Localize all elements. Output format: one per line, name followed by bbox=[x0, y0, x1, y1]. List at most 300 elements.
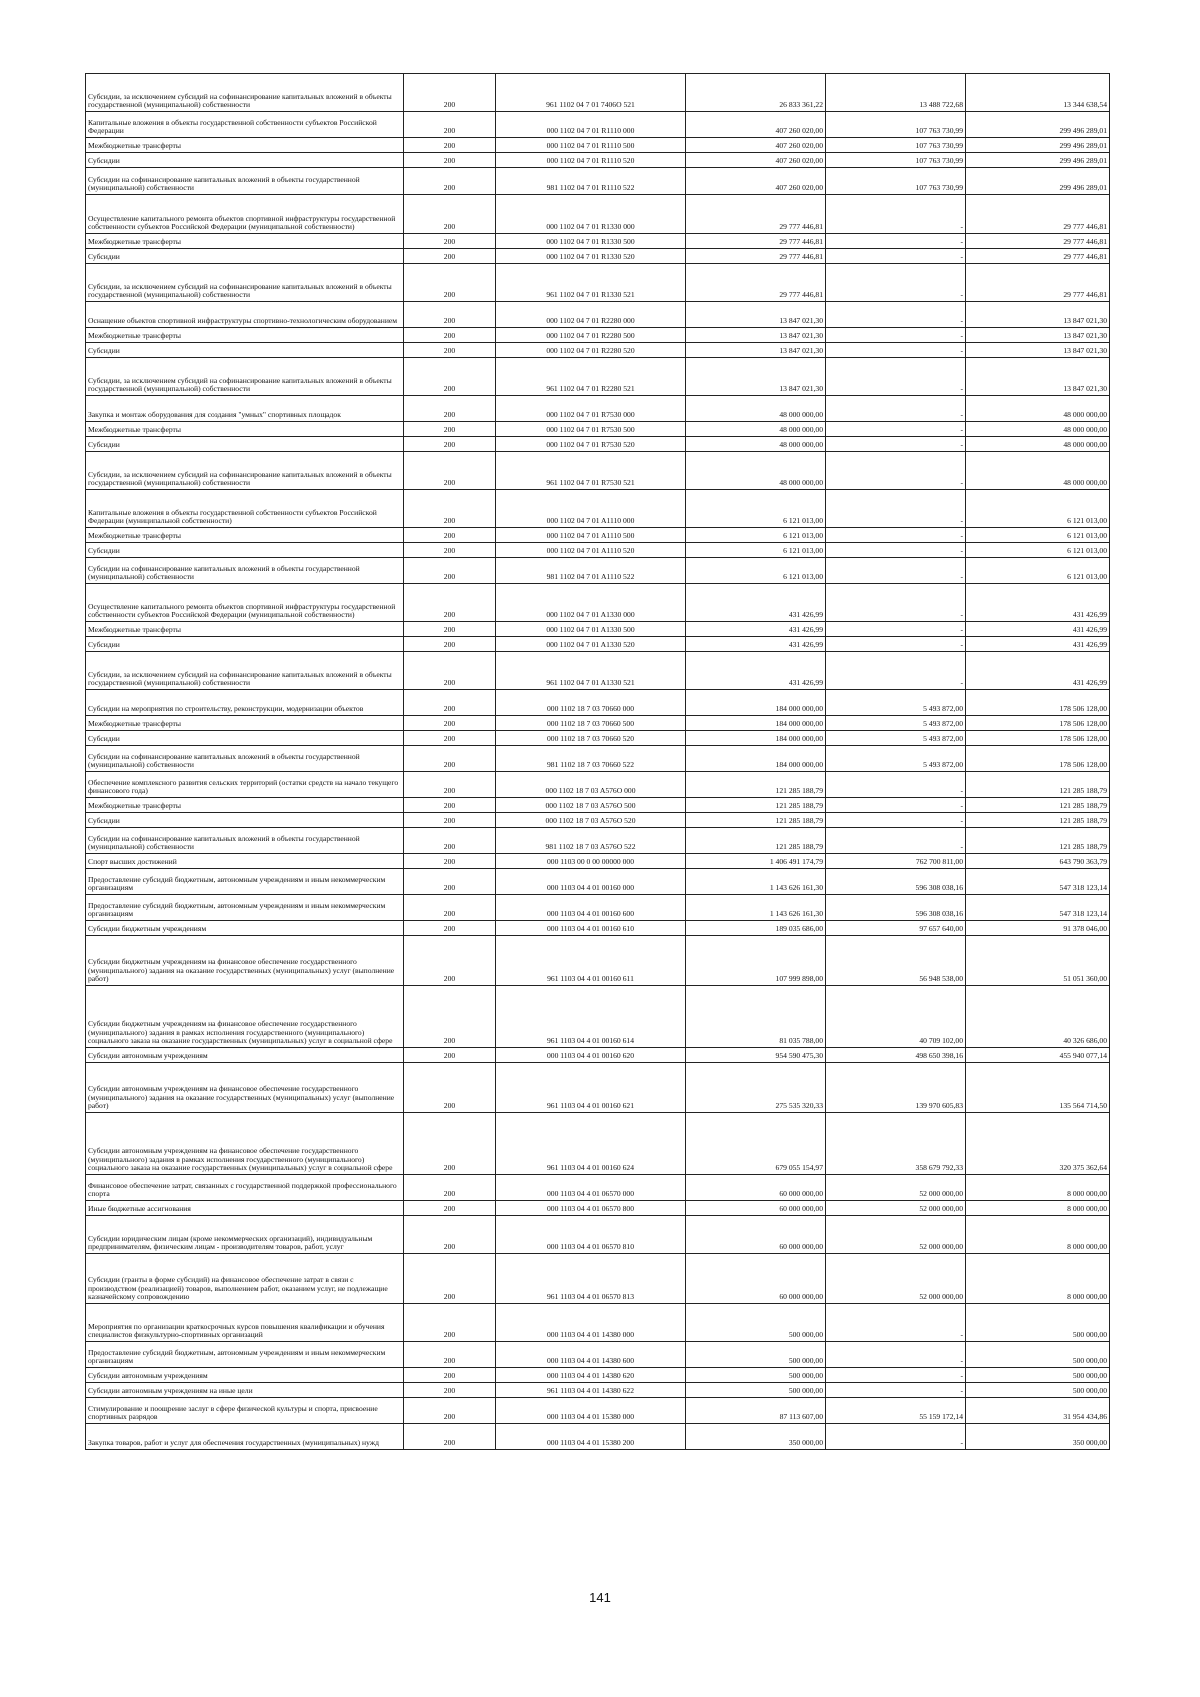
row-budget-classification-code-cell: 000 1103 04 4 01 06570 000 bbox=[496, 1175, 686, 1201]
row-budget-classification-code-cell: 981 1102 18 7 03 A576O 522 bbox=[496, 828, 686, 854]
row-approved-amount-cell: 184 000 000,00 bbox=[686, 716, 826, 731]
row-approved-amount-cell: 184 000 000,00 bbox=[686, 690, 826, 716]
table-row bbox=[86, 138, 1110, 153]
row-name-cell: Субсидии автономным учреждениям на иные цели bbox=[86, 1383, 404, 1398]
row-line-code-cell: 200 bbox=[404, 798, 496, 813]
row-unexecuted-amount-cell: 13 847 021,30 bbox=[966, 343, 1110, 358]
row-name-cell: Предоставление субсидий бюджетным, автономным учреждениям и иным некоммерческим организациям bbox=[86, 869, 404, 895]
row-unexecuted-amount-cell: 8 000 000,00 bbox=[966, 1216, 1110, 1254]
row-name-cell: Межбюджетные трансферты bbox=[86, 528, 404, 543]
row-approved-amount-cell: 431 426,99 bbox=[686, 584, 826, 622]
row-budget-classification-code-cell: 961 1102 04 7 01 7406O 521 bbox=[496, 74, 686, 112]
table-row bbox=[86, 986, 1110, 1048]
table-row bbox=[86, 798, 1110, 813]
row-unexecuted-amount-cell: 547 318 123,14 bbox=[966, 895, 1110, 921]
row-approved-amount-cell: 60 000 000,00 bbox=[686, 1175, 826, 1201]
row-line-code-cell: 200 bbox=[404, 690, 496, 716]
table-row bbox=[86, 112, 1110, 138]
row-approved-amount-cell: 121 285 188,79 bbox=[686, 813, 826, 828]
row-unexecuted-amount-cell: 431 426,99 bbox=[966, 652, 1110, 690]
row-budget-classification-code-cell: 000 1102 04 7 01 R1330 000 bbox=[496, 195, 686, 234]
table-row bbox=[86, 1216, 1110, 1254]
row-name-cell: Капитальные вложения в объекты государственной собственности субъектов Российской Федерации bbox=[86, 112, 404, 138]
row-budget-classification-code-cell: 000 1102 18 7 03 70660 500 bbox=[496, 716, 686, 731]
row-line-code-cell: 200 bbox=[404, 1175, 496, 1201]
row-line-code-cell: 200 bbox=[404, 1216, 496, 1254]
row-name-cell: Субсидии на софинансирование капитальных вложений в объекты государственной (муниципальной) собственности bbox=[86, 746, 404, 772]
row-budget-classification-code-cell: 000 1102 04 7 01 A1110 500 bbox=[496, 528, 686, 543]
row-line-code-cell: 200 bbox=[404, 622, 496, 637]
row-line-code-cell: 200 bbox=[404, 234, 496, 249]
row-name-cell: Субсидии бюджетным учреждениям bbox=[86, 921, 404, 936]
row-unexecuted-amount-cell: 48 000 000,00 bbox=[966, 437, 1110, 452]
row-approved-amount-cell: 121 285 188,79 bbox=[686, 828, 826, 854]
row-unexecuted-amount-cell: 13 847 021,30 bbox=[966, 358, 1110, 396]
row-budget-classification-code-cell: 000 1102 04 7 01 R7530 000 bbox=[496, 396, 686, 422]
table-row bbox=[86, 1175, 1110, 1201]
row-executed-amount-cell: - bbox=[826, 813, 966, 828]
row-unexecuted-amount-cell: 299 496 289,01 bbox=[966, 153, 1110, 168]
table-row bbox=[86, 249, 1110, 264]
table-row bbox=[86, 1424, 1110, 1450]
table-row bbox=[86, 1048, 1110, 1063]
row-unexecuted-amount-cell: 178 506 128,00 bbox=[966, 716, 1110, 731]
row-approved-amount-cell: 48 000 000,00 bbox=[686, 452, 826, 490]
table-row bbox=[86, 452, 1110, 490]
row-executed-amount-cell: - bbox=[826, 396, 966, 422]
row-executed-amount-cell: - bbox=[826, 622, 966, 637]
row-unexecuted-amount-cell: 6 121 013,00 bbox=[966, 558, 1110, 584]
row-approved-amount-cell: 13 847 021,30 bbox=[686, 302, 826, 328]
row-budget-classification-code-cell: 000 1102 04 7 01 R1110 500 bbox=[496, 138, 686, 153]
row-executed-amount-cell: 596 308 038,16 bbox=[826, 895, 966, 921]
row-approved-amount-cell: 500 000,00 bbox=[686, 1342, 826, 1368]
row-name-cell: Субсидии на софинансирование капитальных вложений в объекты государственной (муниципальной) собственности bbox=[86, 558, 404, 584]
row-name-cell: Межбюджетные трансферты bbox=[86, 622, 404, 637]
row-approved-amount-cell: 407 260 020,00 bbox=[686, 168, 826, 195]
table-row bbox=[86, 422, 1110, 437]
row-approved-amount-cell: 1 406 491 174,79 bbox=[686, 854, 826, 869]
row-approved-amount-cell: 121 285 188,79 bbox=[686, 772, 826, 798]
row-budget-classification-code-cell: 000 1102 04 7 01 R2280 500 bbox=[496, 328, 686, 343]
row-executed-amount-cell: - bbox=[826, 772, 966, 798]
row-executed-amount-cell: - bbox=[826, 1342, 966, 1368]
row-name-cell: Межбюджетные трансферты bbox=[86, 234, 404, 249]
row-line-code-cell: 200 bbox=[404, 558, 496, 584]
row-executed-amount-cell: 107 763 730,99 bbox=[826, 153, 966, 168]
row-executed-amount-cell: - bbox=[826, 264, 966, 302]
row-executed-amount-cell: - bbox=[826, 302, 966, 328]
table-row bbox=[86, 396, 1110, 422]
row-name-cell: Субсидии, за исключением субсидий на софинансирование капитальных вложений в объекты государственной (муниципальной) собственности bbox=[86, 264, 404, 302]
row-budget-classification-code-cell: 000 1102 04 7 01 R2280 520 bbox=[496, 343, 686, 358]
row-name-cell: Субсидии, за исключением субсидий на софинансирование капитальных вложений в объекты государственной (муниципальной) собственности bbox=[86, 452, 404, 490]
row-approved-amount-cell: 29 777 446,81 bbox=[686, 195, 826, 234]
row-line-code-cell: 200 bbox=[404, 716, 496, 731]
table-body bbox=[86, 74, 1110, 1450]
row-unexecuted-amount-cell: 13 847 021,30 bbox=[966, 328, 1110, 343]
table-row bbox=[86, 328, 1110, 343]
row-line-code-cell: 200 bbox=[404, 1113, 496, 1175]
row-budget-classification-code-cell: 000 1102 04 7 01 R1110 000 bbox=[496, 112, 686, 138]
row-budget-classification-code-cell: 000 1102 04 7 01 R1330 520 bbox=[496, 249, 686, 264]
row-budget-classification-code-cell: 000 1103 04 4 01 00160 610 bbox=[496, 921, 686, 936]
table-row bbox=[86, 195, 1110, 234]
row-unexecuted-amount-cell: 8 000 000,00 bbox=[966, 1254, 1110, 1304]
table-row bbox=[86, 153, 1110, 168]
row-executed-amount-cell: - bbox=[826, 558, 966, 584]
row-unexecuted-amount-cell: 547 318 123,14 bbox=[966, 869, 1110, 895]
row-line-code-cell: 200 bbox=[404, 936, 496, 986]
row-line-code-cell: 200 bbox=[404, 302, 496, 328]
row-executed-amount-cell: - bbox=[826, 422, 966, 437]
row-executed-amount-cell: - bbox=[826, 1368, 966, 1383]
row-line-code-cell: 200 bbox=[404, 1063, 496, 1113]
row-line-code-cell: 200 bbox=[404, 813, 496, 828]
row-executed-amount-cell: 107 763 730,99 bbox=[826, 112, 966, 138]
row-unexecuted-amount-cell: 91 378 046,00 bbox=[966, 921, 1110, 936]
row-executed-amount-cell: - bbox=[826, 584, 966, 622]
row-unexecuted-amount-cell: 121 285 188,79 bbox=[966, 813, 1110, 828]
table-row bbox=[86, 264, 1110, 302]
table-row bbox=[86, 936, 1110, 986]
row-executed-amount-cell: - bbox=[826, 437, 966, 452]
row-approved-amount-cell: 431 426,99 bbox=[686, 622, 826, 637]
row-unexecuted-amount-cell: 8 000 000,00 bbox=[966, 1201, 1110, 1216]
row-unexecuted-amount-cell: 48 000 000,00 bbox=[966, 452, 1110, 490]
row-name-cell: Субсидии юридическим лицам (кроме некоммерческих организаций), индивидуальным предпринимателям, физическим лицам - производителям товаров, работ, услуг bbox=[86, 1216, 404, 1254]
row-approved-amount-cell: 431 426,99 bbox=[686, 652, 826, 690]
row-executed-amount-cell: 107 763 730,99 bbox=[826, 138, 966, 153]
row-name-cell: Финансовое обеспечение затрат, связанных с государственной поддержкой профессионального спорта bbox=[86, 1175, 404, 1201]
table-row bbox=[86, 828, 1110, 854]
row-executed-amount-cell: 52 000 000,00 bbox=[826, 1175, 966, 1201]
row-name-cell: Субсидии автономным учреждениям bbox=[86, 1368, 404, 1383]
row-budget-classification-code-cell: 961 1103 04 4 01 00160 624 bbox=[496, 1113, 686, 1175]
row-budget-classification-code-cell: 000 1102 18 7 03 70660 520 bbox=[496, 731, 686, 746]
row-approved-amount-cell: 407 260 020,00 bbox=[686, 112, 826, 138]
row-approved-amount-cell: 60 000 000,00 bbox=[686, 1254, 826, 1304]
row-approved-amount-cell: 350 000,00 bbox=[686, 1424, 826, 1450]
row-line-code-cell: 200 bbox=[404, 895, 496, 921]
row-name-cell: Субсидии, за исключением субсидий на софинансирование капитальных вложений в объекты государственной (муниципальной) собственности bbox=[86, 74, 404, 112]
row-line-code-cell: 200 bbox=[404, 112, 496, 138]
row-unexecuted-amount-cell: 299 496 289,01 bbox=[966, 138, 1110, 153]
row-executed-amount-cell: - bbox=[826, 652, 966, 690]
page-number: 141 bbox=[589, 1590, 611, 1605]
row-approved-amount-cell: 6 121 013,00 bbox=[686, 490, 826, 528]
row-name-cell: Закупка товаров, работ и услуг для обеспечения государственных (муниципальных) нужд bbox=[86, 1424, 404, 1450]
row-name-cell: Осуществление капитального ремонта объектов спортивной инфраструктуры государственной собственности субъектов Российской Федерации (муниципальной собственности) bbox=[86, 195, 404, 234]
table-row bbox=[86, 895, 1110, 921]
row-approved-amount-cell: 13 847 021,30 bbox=[686, 343, 826, 358]
row-line-code-cell: 200 bbox=[404, 584, 496, 622]
row-line-code-cell: 200 bbox=[404, 74, 496, 112]
row-line-code-cell: 200 bbox=[404, 138, 496, 153]
row-budget-classification-code-cell: 000 1103 04 4 01 06570 800 bbox=[496, 1201, 686, 1216]
row-budget-classification-code-cell: 000 1102 04 7 01 R1110 520 bbox=[496, 153, 686, 168]
row-executed-amount-cell: - bbox=[826, 234, 966, 249]
row-line-code-cell: 200 bbox=[404, 396, 496, 422]
row-unexecuted-amount-cell: 6 121 013,00 bbox=[966, 543, 1110, 558]
row-name-cell: Субсидии (гранты в форме субсидий) на финансовое обеспечение затрат в связи с производством (реализацией) товаров, выполнением работ, оказанием услуг, не подлежащие казначейскому сопровождению bbox=[86, 1254, 404, 1304]
row-executed-amount-cell: 358 679 792,33 bbox=[826, 1113, 966, 1175]
row-name-cell: Субсидии бюджетным учреждениям на финансовое обеспечение государственного (муниципального) задания на оказание государственных (муниципальных) услуг (выполнение работ) bbox=[86, 936, 404, 986]
row-unexecuted-amount-cell: 13 847 021,30 bbox=[966, 302, 1110, 328]
row-approved-amount-cell: 107 999 898,00 bbox=[686, 936, 826, 986]
row-name-cell: Межбюджетные трансферты bbox=[86, 328, 404, 343]
row-line-code-cell: 200 bbox=[404, 986, 496, 1048]
row-approved-amount-cell: 500 000,00 bbox=[686, 1383, 826, 1398]
row-budget-classification-code-cell: 981 1102 18 7 03 70660 522 bbox=[496, 746, 686, 772]
table-row bbox=[86, 1398, 1110, 1424]
row-approved-amount-cell: 1 143 626 161,30 bbox=[686, 895, 826, 921]
row-budget-classification-code-cell: 000 1102 04 7 01 R2280 000 bbox=[496, 302, 686, 328]
row-unexecuted-amount-cell: 500 000,00 bbox=[966, 1342, 1110, 1368]
row-executed-amount-cell: - bbox=[826, 1304, 966, 1342]
row-unexecuted-amount-cell: 29 777 446,81 bbox=[966, 264, 1110, 302]
row-approved-amount-cell: 189 035 686,00 bbox=[686, 921, 826, 936]
row-budget-classification-code-cell: 981 1102 04 7 01 A1110 522 bbox=[496, 558, 686, 584]
row-budget-classification-code-cell: 000 1103 04 4 01 15380 200 bbox=[496, 1424, 686, 1450]
table-row bbox=[86, 1304, 1110, 1342]
table-row bbox=[86, 490, 1110, 528]
row-budget-classification-code-cell: 000 1103 04 4 01 00160 000 bbox=[496, 869, 686, 895]
table-row bbox=[86, 746, 1110, 772]
row-executed-amount-cell: - bbox=[826, 328, 966, 343]
row-name-cell: Стимулирование и поощрение заслуг в сфере физической культуры и спорта, присвоение спортивных разрядов bbox=[86, 1398, 404, 1424]
row-unexecuted-amount-cell: 431 426,99 bbox=[966, 637, 1110, 652]
row-unexecuted-amount-cell: 500 000,00 bbox=[966, 1304, 1110, 1342]
table-row bbox=[86, 1201, 1110, 1216]
table-row bbox=[86, 622, 1110, 637]
row-unexecuted-amount-cell: 431 426,99 bbox=[966, 622, 1110, 637]
row-unexecuted-amount-cell: 51 051 360,00 bbox=[966, 936, 1110, 986]
row-approved-amount-cell: 954 590 475,30 bbox=[686, 1048, 826, 1063]
row-line-code-cell: 200 bbox=[404, 854, 496, 869]
row-executed-amount-cell: - bbox=[826, 195, 966, 234]
row-unexecuted-amount-cell: 500 000,00 bbox=[966, 1383, 1110, 1398]
table-row bbox=[86, 1063, 1110, 1113]
row-line-code-cell: 200 bbox=[404, 358, 496, 396]
row-name-cell: Капитальные вложения в объекты государственной собственности субъектов Российской Федерации (муниципальной собственности) bbox=[86, 490, 404, 528]
row-name-cell: Предоставление субсидий бюджетным, автономным учреждениям и иным некоммерческим организациям bbox=[86, 1342, 404, 1368]
table-row bbox=[86, 772, 1110, 798]
row-line-code-cell: 200 bbox=[404, 772, 496, 798]
row-line-code-cell: 200 bbox=[404, 1383, 496, 1398]
row-name-cell: Межбюджетные трансферты bbox=[86, 422, 404, 437]
row-unexecuted-amount-cell: 320 375 362,64 bbox=[966, 1113, 1110, 1175]
row-name-cell: Субсидии автономным учреждениям на финансовое обеспечение государственного (муниципального) задания на оказание государственных (муниципальных) услуг (выполнение работ) bbox=[86, 1063, 404, 1113]
budget-execution-table bbox=[85, 73, 1110, 1450]
row-executed-amount-cell: 139 970 605,83 bbox=[826, 1063, 966, 1113]
row-budget-classification-code-cell: 000 1103 04 4 01 14380 600 bbox=[496, 1342, 686, 1368]
table-row bbox=[86, 1342, 1110, 1368]
row-line-code-cell: 200 bbox=[404, 264, 496, 302]
row-line-code-cell: 200 bbox=[404, 1254, 496, 1304]
row-name-cell: Субсидии bbox=[86, 153, 404, 168]
row-executed-amount-cell: 52 000 000,00 bbox=[826, 1201, 966, 1216]
row-approved-amount-cell: 13 847 021,30 bbox=[686, 358, 826, 396]
row-unexecuted-amount-cell: 121 285 188,79 bbox=[966, 828, 1110, 854]
row-executed-amount-cell: 52 000 000,00 bbox=[826, 1216, 966, 1254]
row-unexecuted-amount-cell: 178 506 128,00 bbox=[966, 690, 1110, 716]
row-name-cell: Субсидии автономным учреждениям на финансовое обеспечение государственного (муниципального) задания в рамках исполнения государственного (муниципального) социального заказа на оказание государственных (муниципальных) услуг в социальной сфере bbox=[86, 1113, 404, 1175]
row-unexecuted-amount-cell: 48 000 000,00 bbox=[966, 422, 1110, 437]
row-line-code-cell: 200 bbox=[404, 343, 496, 358]
row-name-cell: Мероприятия по организации краткосрочных курсов повышения квалификации и обучения специалистов физкультурно-спортивных организаций bbox=[86, 1304, 404, 1342]
row-executed-amount-cell: - bbox=[826, 249, 966, 264]
row-unexecuted-amount-cell: 6 121 013,00 bbox=[966, 490, 1110, 528]
row-budget-classification-code-cell: 961 1103 04 4 01 00160 621 bbox=[496, 1063, 686, 1113]
row-budget-classification-code-cell: 000 1102 18 7 03 A576O 500 bbox=[496, 798, 686, 813]
row-line-code-cell: 200 bbox=[404, 1424, 496, 1450]
row-budget-classification-code-cell: 000 1102 04 7 01 R7530 500 bbox=[496, 422, 686, 437]
row-line-code-cell: 200 bbox=[404, 1201, 496, 1216]
row-executed-amount-cell: 52 000 000,00 bbox=[826, 1254, 966, 1304]
row-executed-amount-cell: 498 650 398,16 bbox=[826, 1048, 966, 1063]
row-unexecuted-amount-cell: 455 940 077,14 bbox=[966, 1048, 1110, 1063]
table-row bbox=[86, 302, 1110, 328]
table-row bbox=[86, 168, 1110, 195]
row-line-code-cell: 200 bbox=[404, 249, 496, 264]
row-budget-classification-code-cell: 000 1103 04 4 01 06570 810 bbox=[496, 1216, 686, 1254]
table-row bbox=[86, 652, 1110, 690]
row-line-code-cell: 200 bbox=[404, 328, 496, 343]
row-executed-amount-cell: - bbox=[826, 1424, 966, 1450]
row-name-cell: Спорт высших достижений bbox=[86, 854, 404, 869]
row-unexecuted-amount-cell: 29 777 446,81 bbox=[966, 234, 1110, 249]
table-row bbox=[86, 74, 1110, 112]
row-unexecuted-amount-cell: 31 954 434,86 bbox=[966, 1398, 1110, 1424]
row-executed-amount-cell: 40 709 102,00 bbox=[826, 986, 966, 1048]
row-budget-classification-code-cell: 000 1103 04 4 01 00160 600 bbox=[496, 895, 686, 921]
row-line-code-cell: 200 bbox=[404, 1304, 496, 1342]
row-executed-amount-cell: 5 493 872,00 bbox=[826, 731, 966, 746]
table-row bbox=[86, 716, 1110, 731]
row-budget-classification-code-cell: 000 1102 04 7 01 A1330 500 bbox=[496, 622, 686, 637]
table-row bbox=[86, 584, 1110, 622]
table-row bbox=[86, 358, 1110, 396]
table-row bbox=[86, 813, 1110, 828]
row-name-cell: Оснащение объектов спортивной инфраструктуры спортивно-технологическим оборудованием bbox=[86, 302, 404, 328]
row-unexecuted-amount-cell: 121 285 188,79 bbox=[966, 798, 1110, 813]
row-name-cell: Субсидии bbox=[86, 543, 404, 558]
row-budget-classification-code-cell: 000 1103 04 4 01 14380 620 bbox=[496, 1368, 686, 1383]
row-budget-classification-code-cell: 961 1102 04 7 01 A1330 521 bbox=[496, 652, 686, 690]
row-name-cell: Субсидии bbox=[86, 249, 404, 264]
table-row bbox=[86, 690, 1110, 716]
row-approved-amount-cell: 407 260 020,00 bbox=[686, 138, 826, 153]
row-line-code-cell: 200 bbox=[404, 422, 496, 437]
row-unexecuted-amount-cell: 299 496 289,01 bbox=[966, 168, 1110, 195]
row-line-code-cell: 200 bbox=[404, 437, 496, 452]
row-line-code-cell: 200 bbox=[404, 869, 496, 895]
row-approved-amount-cell: 48 000 000,00 bbox=[686, 437, 826, 452]
row-approved-amount-cell: 6 121 013,00 bbox=[686, 558, 826, 584]
row-line-code-cell: 200 bbox=[404, 921, 496, 936]
row-approved-amount-cell: 184 000 000,00 bbox=[686, 731, 826, 746]
row-unexecuted-amount-cell: 8 000 000,00 bbox=[966, 1175, 1110, 1201]
row-budget-classification-code-cell: 000 1102 04 7 01 A1110 520 bbox=[496, 543, 686, 558]
row-line-code-cell: 200 bbox=[404, 528, 496, 543]
row-budget-classification-code-cell: 000 1102 18 7 03 70660 000 bbox=[496, 690, 686, 716]
row-executed-amount-cell: - bbox=[826, 528, 966, 543]
row-name-cell: Субсидии bbox=[86, 731, 404, 746]
row-unexecuted-amount-cell: 431 426,99 bbox=[966, 584, 1110, 622]
row-line-code-cell: 200 bbox=[404, 490, 496, 528]
row-executed-amount-cell: 107 763 730,99 bbox=[826, 168, 966, 195]
row-executed-amount-cell: 13 488 722,68 bbox=[826, 74, 966, 112]
row-approved-amount-cell: 60 000 000,00 bbox=[686, 1201, 826, 1216]
row-approved-amount-cell: 29 777 446,81 bbox=[686, 249, 826, 264]
row-executed-amount-cell: - bbox=[826, 828, 966, 854]
row-name-cell: Субсидии на софинансирование капитальных вложений в объекты государственной (муниципальной) собственности bbox=[86, 168, 404, 195]
row-name-cell: Обеспечение комплексного развития сельских территорий (остатки средств на начало текущего финансового года) bbox=[86, 772, 404, 798]
row-budget-classification-code-cell: 000 1102 04 7 01 R1330 500 bbox=[496, 234, 686, 249]
row-line-code-cell: 200 bbox=[404, 168, 496, 195]
row-executed-amount-cell: 5 493 872,00 bbox=[826, 690, 966, 716]
row-budget-classification-code-cell: 000 1103 00 0 00 00000 000 bbox=[496, 854, 686, 869]
row-line-code-cell: 200 bbox=[404, 1048, 496, 1063]
row-name-cell: Субсидии bbox=[86, 813, 404, 828]
row-name-cell: Межбюджетные трансферты bbox=[86, 798, 404, 813]
row-name-cell: Осуществление капитального ремонта объектов спортивной инфраструктуры государственной собственности субъектов Российской Федерации (муниципальной собственности) bbox=[86, 584, 404, 622]
row-name-cell: Субсидии на софинансирование капитальных вложений в объекты государственной (муниципальной) собственности bbox=[86, 828, 404, 854]
row-budget-classification-code-cell: 961 1103 04 4 01 06570 813 bbox=[496, 1254, 686, 1304]
row-approved-amount-cell: 29 777 446,81 bbox=[686, 234, 826, 249]
table-row bbox=[86, 637, 1110, 652]
row-budget-classification-code-cell: 000 1102 04 7 01 A1330 520 bbox=[496, 637, 686, 652]
row-name-cell: Межбюджетные трансферты bbox=[86, 138, 404, 153]
row-unexecuted-amount-cell: 135 564 714,50 bbox=[966, 1063, 1110, 1113]
row-name-cell: Иные бюджетные ассигнования bbox=[86, 1201, 404, 1216]
row-unexecuted-amount-cell: 178 506 128,00 bbox=[966, 746, 1110, 772]
row-executed-amount-cell: - bbox=[826, 358, 966, 396]
row-line-code-cell: 200 bbox=[404, 746, 496, 772]
table-row bbox=[86, 234, 1110, 249]
row-budget-classification-code-cell: 961 1102 04 7 01 R7530 521 bbox=[496, 452, 686, 490]
row-line-code-cell: 200 bbox=[404, 731, 496, 746]
row-approved-amount-cell: 121 285 188,79 bbox=[686, 798, 826, 813]
row-budget-classification-code-cell: 000 1102 04 7 01 R7530 520 bbox=[496, 437, 686, 452]
row-approved-amount-cell: 29 777 446,81 bbox=[686, 264, 826, 302]
row-line-code-cell: 200 bbox=[404, 543, 496, 558]
row-executed-amount-cell: 55 159 172,14 bbox=[826, 1398, 966, 1424]
row-line-code-cell: 200 bbox=[404, 153, 496, 168]
row-approved-amount-cell: 26 833 361,22 bbox=[686, 74, 826, 112]
row-approved-amount-cell: 6 121 013,00 bbox=[686, 528, 826, 543]
row-unexecuted-amount-cell: 299 496 289,01 bbox=[966, 112, 1110, 138]
row-approved-amount-cell: 60 000 000,00 bbox=[686, 1216, 826, 1254]
row-budget-classification-code-cell: 000 1103 04 4 01 14380 000 bbox=[496, 1304, 686, 1342]
row-budget-classification-code-cell: 000 1103 04 4 01 00160 620 bbox=[496, 1048, 686, 1063]
row-executed-amount-cell: - bbox=[826, 543, 966, 558]
row-unexecuted-amount-cell: 350 000,00 bbox=[966, 1424, 1110, 1450]
row-executed-amount-cell: - bbox=[826, 490, 966, 528]
row-approved-amount-cell: 407 260 020,00 bbox=[686, 153, 826, 168]
row-approved-amount-cell: 87 113 607,00 bbox=[686, 1398, 826, 1424]
table-row bbox=[86, 1383, 1110, 1398]
row-line-code-cell: 200 bbox=[404, 1342, 496, 1368]
table-row bbox=[86, 854, 1110, 869]
table-row bbox=[86, 343, 1110, 358]
table-row bbox=[86, 528, 1110, 543]
row-executed-amount-cell: 762 700 811,00 bbox=[826, 854, 966, 869]
row-unexecuted-amount-cell: 643 790 363,79 bbox=[966, 854, 1110, 869]
row-budget-classification-code-cell: 961 1102 04 7 01 R2280 521 bbox=[496, 358, 686, 396]
row-budget-classification-code-cell: 961 1103 04 4 01 00160 611 bbox=[496, 936, 686, 986]
